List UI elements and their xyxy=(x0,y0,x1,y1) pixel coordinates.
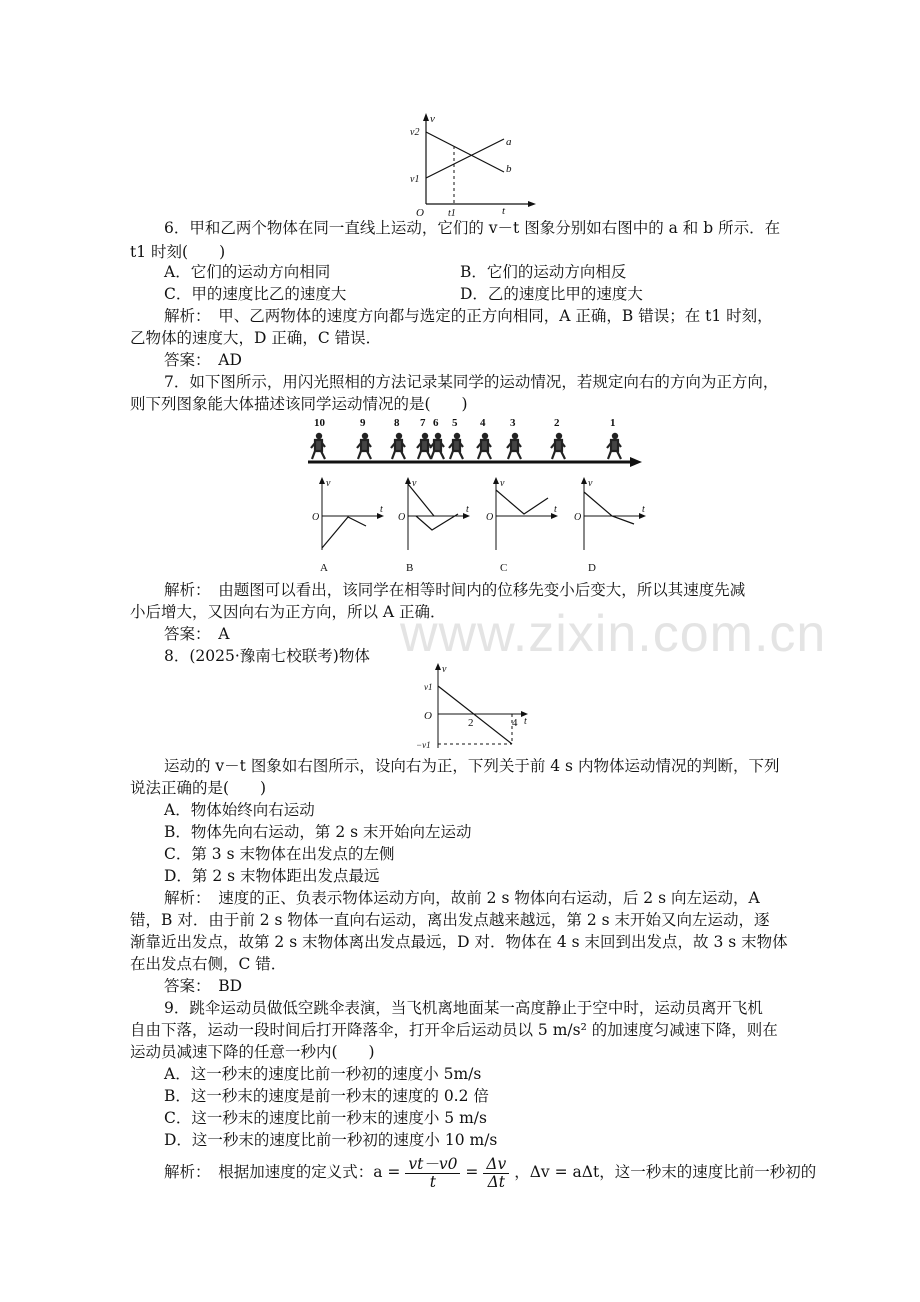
q9-option-d: D．这一秒末的速度比前一秒初的速度小 10 m/s xyxy=(164,1131,498,1149)
watermark-text: www.zixin.com.cn xyxy=(400,605,827,663)
q7-c-axis-v: v xyxy=(500,478,505,489)
q8-option-b: B．物体先向右运动，第 2 s 末开始向左运动 xyxy=(164,823,472,841)
q8-axis-t: t xyxy=(524,716,527,727)
q7-d-axis-v: v xyxy=(588,478,593,489)
q7-d-origin: O xyxy=(574,512,582,523)
q7-a-origin: O xyxy=(312,512,320,523)
q9-frac1-num: vt－v0 xyxy=(405,1156,460,1174)
q7-b-origin: O xyxy=(398,512,406,523)
q7-graph-label-d: D xyxy=(588,562,596,574)
q6-option-a: A．它们的运动方向相同 xyxy=(164,263,331,281)
q7-answer: 答案： A xyxy=(164,625,230,643)
q6-t1-label: t1 xyxy=(448,208,456,219)
q8-analysis-4: 在出发点右侧，C 错． xyxy=(130,955,287,973)
q9-fraction-1 xyxy=(405,1156,460,1191)
q7-b-axis-v: v xyxy=(412,478,417,489)
q8-analysis-1: 解析： 速度的正、负表示物体运动方向，故前 2 s 物体向右运动，后 2 s 向左运动，A xyxy=(164,889,760,907)
q8-vt-graph xyxy=(412,662,542,752)
q6-vt-graph xyxy=(384,112,544,220)
runner-figure xyxy=(449,433,463,459)
q6-answer: 答案： AD xyxy=(164,351,242,369)
q7-frame-numbers xyxy=(314,417,616,429)
q9-analysis xyxy=(164,1150,816,1194)
q9-frac2-num: Δv xyxy=(483,1156,509,1174)
q7-graph-d xyxy=(574,477,646,574)
q8-option-a: A．物体始终向右运动 xyxy=(164,801,315,819)
q7-stem-2: 则下列图象能大体描述该同学运动情况的是( ) xyxy=(130,395,468,413)
q6-b-label: b xyxy=(506,163,512,175)
q6-analysis-2: 乙物体的速度大，D 正确，C 错误． xyxy=(130,329,382,347)
q9-stem-3: 运动员减速下降的任意一秒内( ) xyxy=(130,1043,375,1061)
q7-c-origin: O xyxy=(486,512,494,523)
q7-flash-photo-strip xyxy=(300,414,645,470)
q8-origin: O xyxy=(424,710,432,722)
q8-axis-v: v xyxy=(442,664,447,675)
q8-stem-2: 说法正确的是( ) xyxy=(130,779,267,797)
q6-option-b: B．它们的运动方向相反 xyxy=(460,263,627,281)
q9-option-b: B．这一秒末的速度是前一秒末的速度的 0.2 倍 xyxy=(164,1087,489,1105)
q9-stem-2: 自由下落，运动一段时间后打开降落伞，打开伞后运动员以 5 m/s² 的加速度匀减速下降，则在 xyxy=(130,1021,778,1039)
runner-figure xyxy=(477,433,491,459)
runner-figure xyxy=(391,433,405,459)
q8-stem-0: 8．(2025·豫南七校联考)物体 xyxy=(164,647,370,665)
q6-v1-label: v1 xyxy=(410,174,420,185)
q9-frac1-den: t xyxy=(429,1172,437,1191)
q7-graph-b xyxy=(398,477,470,574)
q7-a-axis-v: v xyxy=(326,478,331,489)
runner-figure xyxy=(507,433,521,459)
q7-runner-figures xyxy=(311,433,621,459)
frame-number: 10 xyxy=(314,417,325,429)
q7-analysis-1: 解析： 由题图可以看出，该同学在相等时间内的位移先变小后变大，所以其速度先减 xyxy=(164,581,746,599)
q8-neg-v1-label: −v1 xyxy=(416,740,431,750)
q7-a-axis-t: t xyxy=(380,504,383,515)
q7-b-axis-t: t xyxy=(466,504,469,515)
frame-number: 4 xyxy=(480,417,486,429)
runner-figure xyxy=(607,433,621,459)
q6-option-d: D．乙的速度比甲的速度大 xyxy=(460,285,643,303)
q7-graph-label-a: A xyxy=(320,562,328,574)
q6-origin: O xyxy=(416,207,424,219)
q6-stem-1: 6．甲和乙两个物体在同一直线上运动，它们的 v－t 图象分别如右图中的 a 和 b 所示．在 xyxy=(164,219,781,237)
runner-figure xyxy=(311,433,325,459)
q9-fraction-2 xyxy=(483,1156,509,1191)
q9-frac2-den: Δt xyxy=(487,1172,506,1191)
frame-number: 3 xyxy=(510,417,516,429)
q8-v1-label: v1 xyxy=(424,682,433,692)
q6-axis-t: t xyxy=(502,205,506,217)
q9-analysis-suffix: ，Δv = aΔt，这一秒末的速度比前一秒初的 xyxy=(514,1163,817,1181)
q6-v2-label: v2 xyxy=(410,127,420,138)
q8-tick-4: 4 xyxy=(512,717,518,729)
runner-figure xyxy=(430,433,444,459)
runner-figure xyxy=(551,433,565,459)
frame-number: 5 xyxy=(452,417,458,429)
runner-figure xyxy=(357,433,371,459)
q7-d-axis-t: t xyxy=(642,504,645,515)
frame-number: 7 xyxy=(420,417,426,429)
q7-stem-1: 7．如下图所示，用闪光照相的方法记录某同学的运动情况，若规定向右的方向为正方向， xyxy=(164,373,779,391)
q7-graph-a xyxy=(312,477,384,574)
frame-number: 1 xyxy=(610,417,616,429)
q6-analysis-1: 解析： 甲、乙两物体的速度方向都与选定的正方向相同，A 正确，B 错误；在 t1 时刻， xyxy=(164,307,773,325)
runner-figure xyxy=(417,433,431,459)
q6-axis-v: v xyxy=(430,113,435,125)
q9-analysis-prefix: 解析： 根据加速度的定义式：a = xyxy=(164,1163,401,1181)
q8-tick-2: 2 xyxy=(468,717,474,729)
q7-graph-label-c: C xyxy=(500,562,508,574)
q9-stem-1: 9．跳伞运动员做低空跳伞表演，当飞机离地面某一高度静止于空中时，运动员离开飞机 xyxy=(164,999,763,1017)
q8-analysis-3: 渐靠近出发点，故第 2 s 末物体离出发点最远，D 对．物体在 4 s 末回到出发点，故 3 s 末物体 xyxy=(130,933,788,951)
frame-number: 6 xyxy=(433,417,439,429)
q9-option-c: C．这一秒末的速度比前一秒末的速度小 5 m/s xyxy=(164,1109,487,1127)
q7-c-axis-t: t xyxy=(554,504,557,515)
q7-graph-c xyxy=(486,477,558,574)
q8-option-c: C．第 3 s 末物体在出发点的左侧 xyxy=(164,845,395,863)
q9-equals: = xyxy=(465,1163,479,1181)
q7-analysis-2: 小后增大，又因向右为正方向，所以 A 正确． xyxy=(130,603,446,621)
frame-number: 2 xyxy=(554,417,560,429)
q7-option-graphs xyxy=(300,472,660,576)
q8-analysis-2: 错，B 对．由于前 2 s 物体一直向右运动，离出发点越来越远，第 2 s 末开始又向左运动，逐 xyxy=(130,911,770,929)
q6-a-label: a xyxy=(506,136,512,148)
q7-graph-label-b: B xyxy=(406,562,414,574)
q8-option-d: D．第 2 s 末物体距出发点最远 xyxy=(164,867,380,885)
frame-number: 9 xyxy=(360,417,366,429)
q8-stem-1: 运动的 v－t 图象如右图所示，设向右为正，下列关于前 4 s 内物体运动情况的判断，下列 xyxy=(164,757,780,775)
q8-answer: 答案： BD xyxy=(164,977,243,995)
q6-option-c: C．甲的速度比乙的速度大 xyxy=(164,285,347,303)
q6-stem-2: t1 时刻( ) xyxy=(130,243,226,261)
q9-option-a: A．这一秒末的速度比前一秒初的速度小 5m/s xyxy=(164,1065,482,1083)
frame-number: 8 xyxy=(394,417,400,429)
